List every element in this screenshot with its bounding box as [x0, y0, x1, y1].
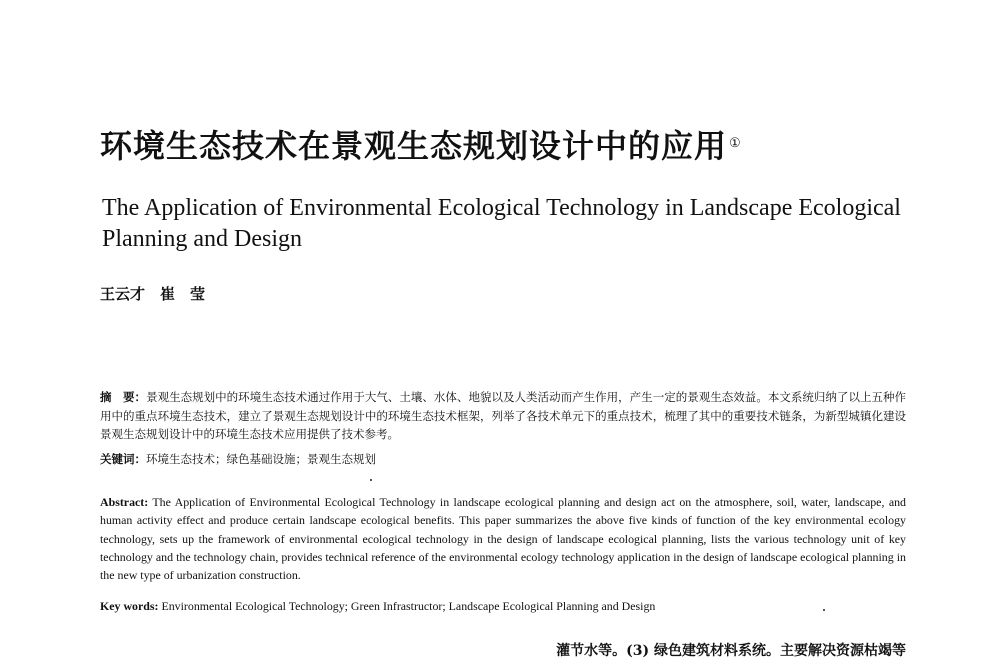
- keywords-en-label: Key words:: [100, 599, 159, 613]
- keywords-cn: [100, 450, 376, 468]
- keywords-cn-text: 环境生态技术；绿色基础设施；景观生态规划: [146, 452, 376, 466]
- scan-speck: [823, 609, 825, 611]
- keywords-cn-label: 关键词：: [100, 452, 146, 466]
- article-title-en: The Application of Environmental Ecological Technology in Landscape Ecological Planning and Design: [102, 195, 901, 252]
- keywords-en-text: Environmental Ecological Technology; Green Infrastructor; Landscape Ecological Planning and Design: [161, 599, 656, 613]
- abstract-en: [100, 493, 906, 584]
- title-cn-text: 环境生态技术在景观生态规划设计中的应用: [100, 127, 728, 165]
- authors: 王云才 崔 莹: [100, 285, 206, 303]
- abstract-en-text: The Application of Environmental Ecological Technology in landscape ecological planning and design act on the atmosphere, soil, water, landscape, and human activity effect and produce certain landscape ecological benefits. This paper summarizes the above five kinds of function of the key environmental ecology technology, sets up the framework of environmental ecological technology in the design of landscape ecological planning, lists the various technology unit of key technology and the technology chain, provides technical reference of the environmental ecology technology application in the design of landscape ecological planning in the new type of urbanization construction.: [100, 495, 906, 583]
- body-text-fragment: 灌节水等。(3) 绿色建筑材料系统。主要解决资源枯竭等: [556, 643, 906, 659]
- abstract-cn-text: 景观生态规划中的环境生态技术通过作用于大气、土壤、水体、地貌以及人类活动而产生作用，产生一定的景观生态效益。本文系统归纳了以上五种作用中的重点环境生态技术，建立了景观生态规划设计中的环境生态技术框架，列举了各技术单元下的重点技术，梳理了其中的重要技术链条，为新型城镇化建设景观生态规划设计中的环境生态技术应用提供了技术参考。: [100, 390, 906, 441]
- article-title-cn: [100, 126, 742, 166]
- abstract-en-label: Abstract:: [100, 495, 149, 509]
- abstract-cn-label: 摘 要：: [100, 390, 147, 404]
- title-footnote-mark: ①: [729, 136, 742, 151]
- abstract-cn: [100, 388, 906, 444]
- scan-speck: [370, 479, 372, 481]
- keywords-en: [100, 597, 655, 615]
